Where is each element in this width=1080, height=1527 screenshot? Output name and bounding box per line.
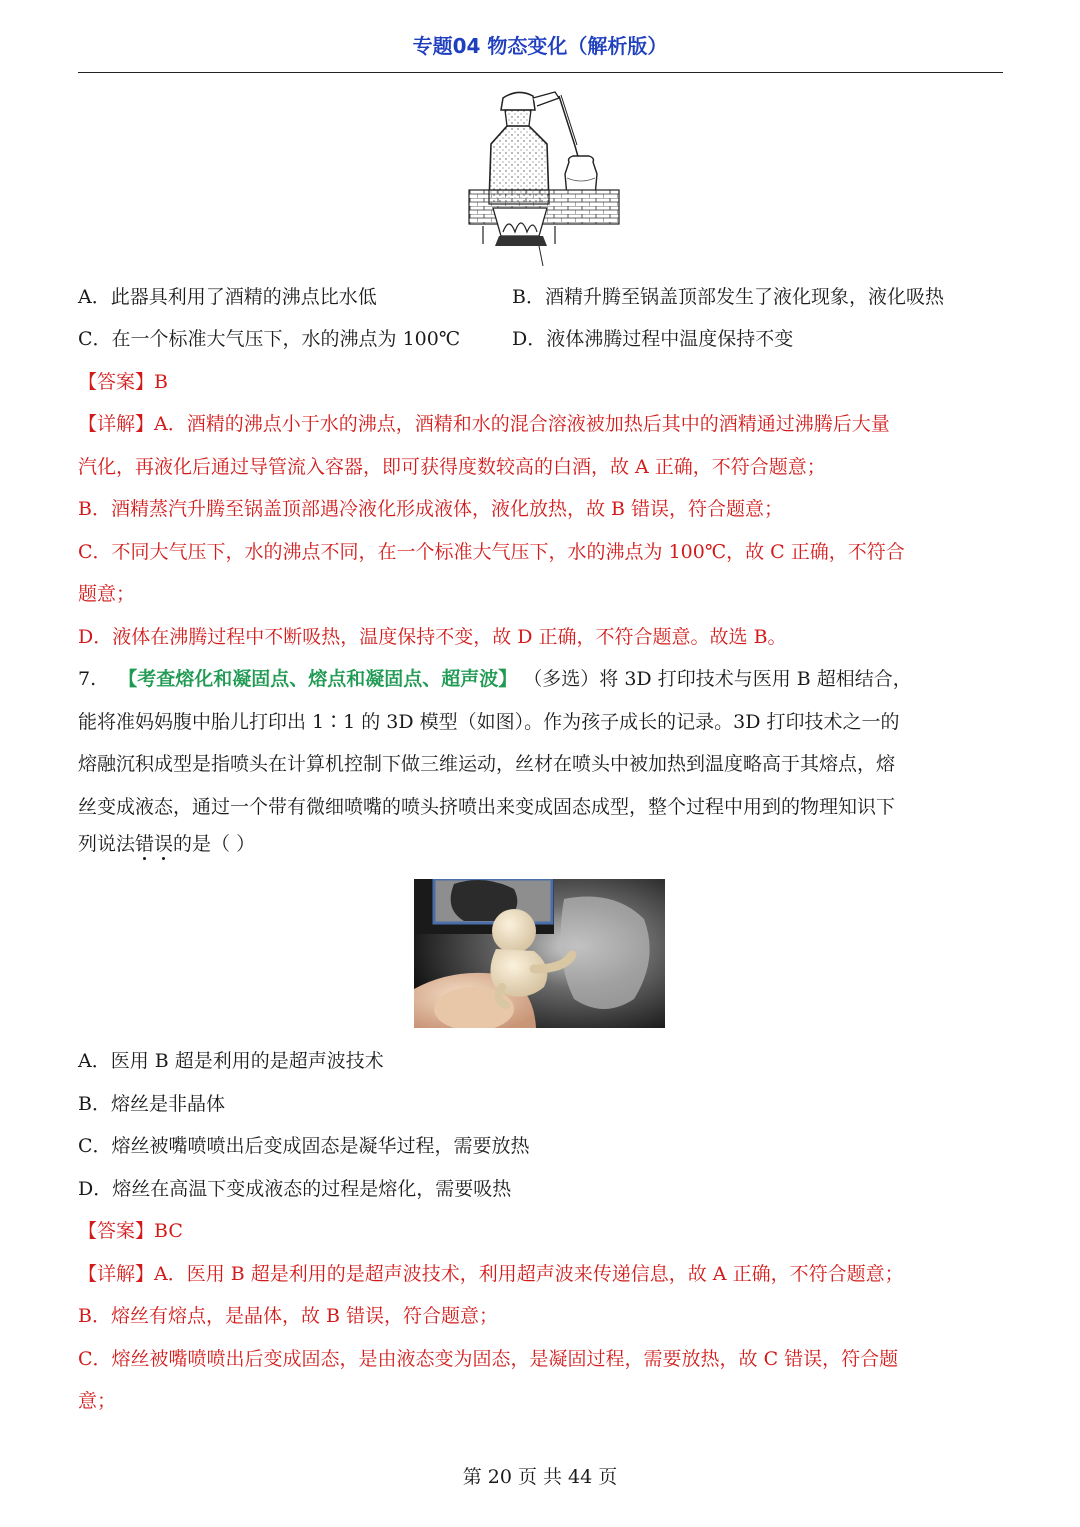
page-header-title: 专题04 物态变化（解析版） — [412, 34, 668, 58]
q7-option-a: A．医用 B 超是利用的是超声波技术 — [78, 1050, 384, 1072]
q7-explain-line: 意； — [78, 1390, 117, 1412]
distiller-illustration — [463, 86, 623, 268]
q6-explain-line: B．酒精蒸汽升腾至锅盖顶部遇冷液化形成液体，液化放热，故 B 错误，符合题意； — [78, 498, 784, 520]
q7-stem-text: （多选）将 3D 打印技术与医用 B 超相结合， — [523, 668, 912, 690]
q6-option-d: D．液体沸腾过程中温度保持不变 — [512, 328, 794, 350]
q7-topic-tag: 【考查熔化和凝固点、熔点和凝固点、超声波】 — [118, 668, 518, 690]
q7-stem-line: 能将准妈妈腹中胎儿打印出 1∶1 的 3D 模型（如图）。作为孩子成长的记录。3D 打印技术之一的 — [78, 711, 900, 733]
q7-option-d: D．熔丝在高温下变成液态的过程是熔化，需要吸热 — [78, 1178, 512, 1200]
q6-option-b: B．酒精升腾至锅盖顶部发生了液化现象，液化吸热 — [512, 286, 944, 308]
q6-explain-line: D．液体在沸腾过程中不断吸热，温度保持不变，故 D 正确，不符合题意。故选 B。 — [78, 626, 787, 648]
emphasis-char: 错 — [135, 833, 154, 855]
q7-stem-line: 列说法错 误 的是（ ） — [78, 831, 1008, 857]
q7-option-b: B．熔丝是非晶体 — [78, 1093, 225, 1115]
q7-explain-line: 【详解】A．医用 B 超是利用的是超声波技术，利用超声波来传递信息，故 A 正确，不符合题意； — [78, 1263, 904, 1285]
q7-explain-line: C．熔丝被嘴喷喷出后变成固态，是由液态变为固态，是凝固过程，需要放热，故 C 错误，符合题 — [78, 1348, 899, 1370]
q7-explain-line: B．熔丝有熔点，是晶体，故 B 错误，符合题意； — [78, 1305, 499, 1327]
q7-number: 7. — [78, 668, 97, 690]
q6-answer: 【答案】B — [78, 371, 168, 393]
q6-option-c: C．在一个标准大气压下，水的沸点为 100℃ — [78, 328, 461, 350]
page-number: 第 20 页 共 44 页 — [462, 1466, 618, 1488]
q7-stem-line: 熔融沉积成型是指喷头在计算机控制下做三维运动，丝材在喷头中被加热到温度略高于其熔点，熔 — [78, 753, 896, 775]
q7-stem-line: 丝变成液态，通过一个带有微细喷嘴的喷头挤喷出来变成固态成型，整个过程中用到的物理知识下 — [78, 796, 896, 818]
q6-explain-line: 汽化，再液化后通过导管流入容器，即可获得度数较高的白酒，故 A 正确，不符合题意； — [78, 456, 826, 478]
q7-option-c: C．熔丝被嘴喷喷出后变成固态是凝华过程，需要放热 — [78, 1135, 530, 1157]
emphasis-char: 误 — [154, 833, 173, 855]
q6-option-a: A．此器具利用了酒精的沸点比水低 — [78, 286, 377, 308]
q6-explain-line: 题意； — [78, 583, 136, 605]
q6-explain-line: C．不同大气压下，水的沸点不同，在一个标准大气压下，水的沸点为 100℃，故 C 正确，不符合 — [78, 541, 905, 563]
header-divider — [78, 72, 1003, 73]
q6-explain-line: 【详解】A．酒精的沸点小于水的沸点，酒精和水的混合溶液被加热后其中的酒精通过沸腾后大量 — [78, 413, 890, 435]
q7-answer: 【答案】BC — [78, 1220, 183, 1242]
fetus-model-photo — [414, 879, 665, 1028]
q7-stem-line — [78, 666, 1008, 692]
